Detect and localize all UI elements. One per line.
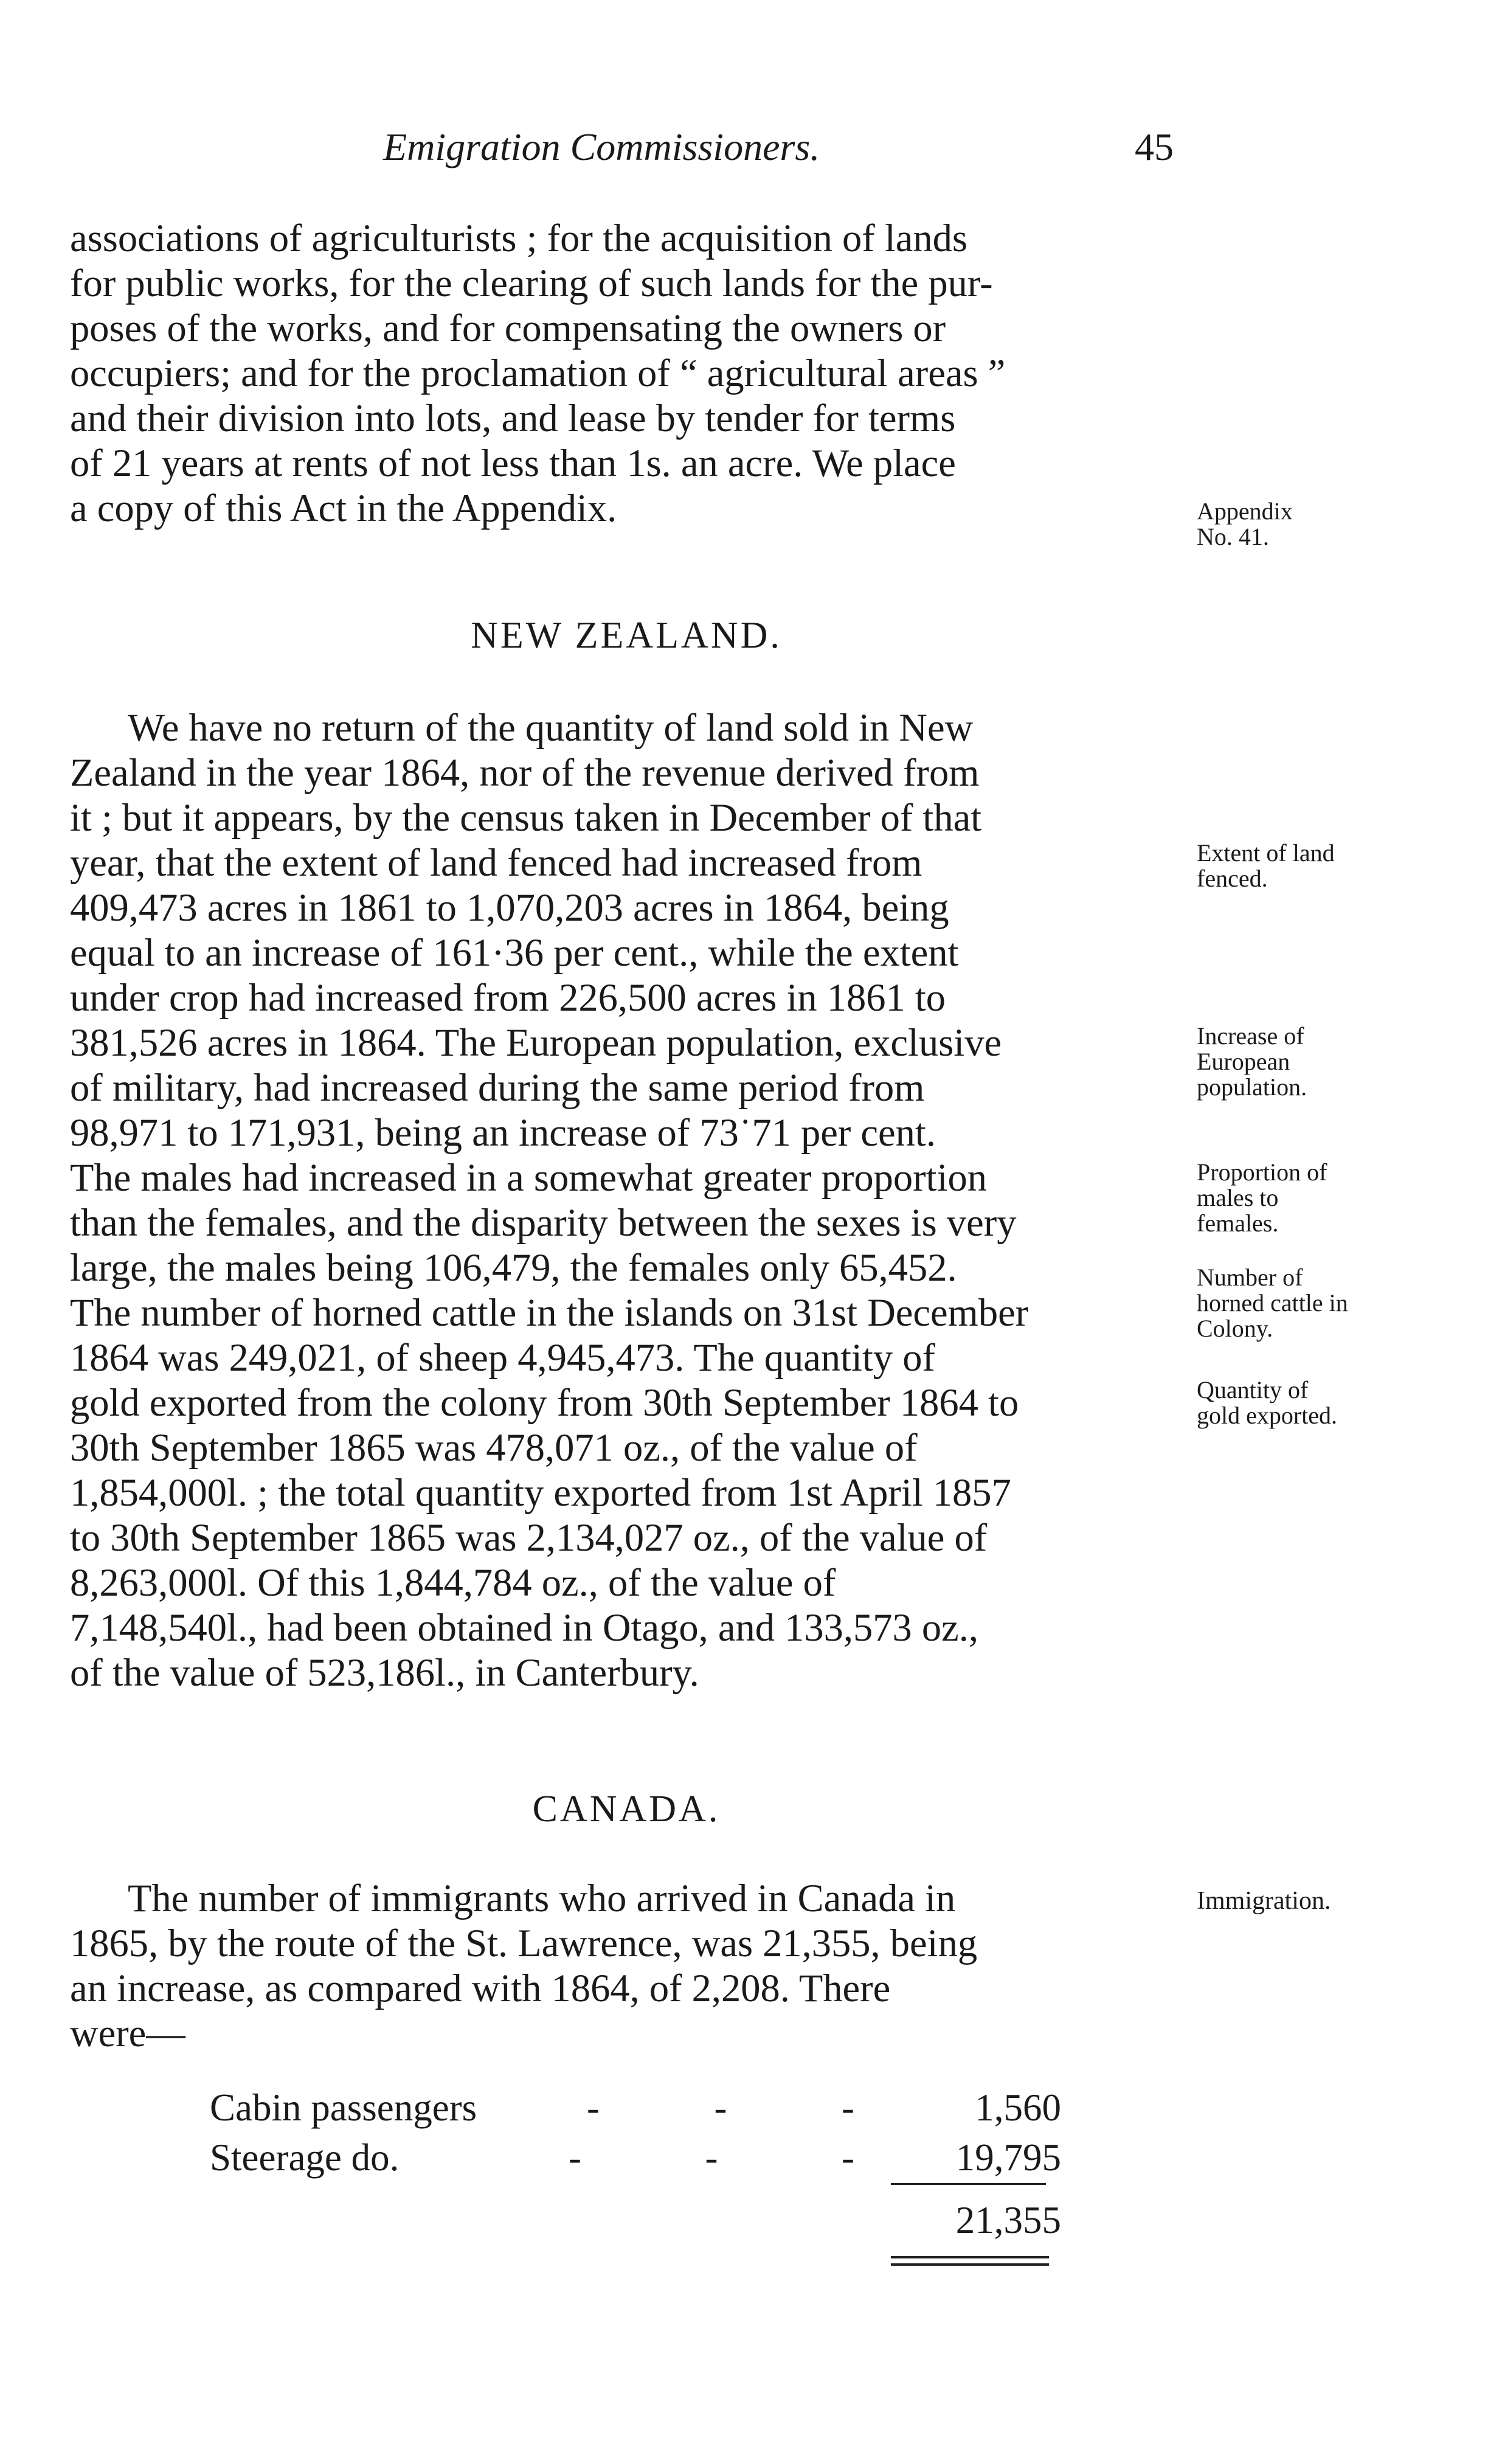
margin-note-cattle: Number of horned cattle in Colony. bbox=[1197, 1264, 1348, 1342]
text-line: 409,473 acres in 1861 to 1,070,203 acres in 1864, being bbox=[70, 886, 949, 929]
leader-dashes: - - - bbox=[569, 2136, 854, 2179]
text-line: We have no return of the quantity of land sold in New bbox=[128, 706, 974, 749]
text-line: it ; but it appears, by the census taken in December of that bbox=[70, 796, 982, 839]
text-line: an increase, as compared with 1864, of 2,208. There bbox=[70, 1967, 891, 2010]
text-line: than the females, and the disparity between the sexes is very bbox=[70, 1201, 1017, 1244]
leader-dashes: - - - bbox=[587, 2086, 854, 2129]
table-row bbox=[210, 2083, 1061, 2133]
text-line: 1,854,000l. ; the total quantity exported from 1st April 1857 bbox=[70, 1471, 1011, 1514]
table-row-value: 1,560 bbox=[975, 2086, 1061, 2129]
text-line: were— bbox=[70, 2012, 185, 2055]
text-line: The males had increased in a somewhat greater proportion bbox=[70, 1156, 988, 1199]
sum-rule bbox=[891, 2183, 1046, 2185]
text-line: occupiers; and for the proclamation of “ agricultural areas ” bbox=[70, 351, 1006, 395]
canada-paragraph bbox=[70, 1876, 1183, 2056]
text-line: 98,971 to 171,931, being an increase of 73˙71 per cent. bbox=[70, 1111, 936, 1154]
running-head bbox=[383, 125, 1174, 179]
intro-paragraph bbox=[70, 216, 1183, 531]
text-line: equal to an increase of 161·36 per cent., while the extent bbox=[70, 931, 959, 974]
table-row-label: Steerage do. bbox=[210, 2136, 400, 2179]
table-total: 21,355 bbox=[955, 2199, 1061, 2241]
table-row-value: 19,795 bbox=[955, 2136, 1061, 2179]
table-row bbox=[210, 2133, 1061, 2182]
text-line: for public works, for the clearing of such lands for the pur- bbox=[70, 261, 993, 305]
text-line: a copy of this Act in the Appendix. bbox=[70, 486, 617, 530]
text-line: year, that the extent of land fenced had increased from bbox=[70, 841, 922, 884]
text-line: 7,148,540l., had been obtained in Otago, and 133,573 oz., bbox=[70, 1606, 978, 1649]
text-line: 1864 was 249,021, of sheep 4,945,473. The quantity of bbox=[70, 1336, 935, 1379]
margin-note-proportion: Proportion of males to females. bbox=[1197, 1158, 1327, 1237]
text-line: and their division into lots, and lease by tender for terms bbox=[70, 396, 956, 440]
passenger-table bbox=[210, 2083, 1061, 2182]
text-line: of the value of 523,186l., in Canterbury. bbox=[70, 1651, 699, 1694]
text-line: 381,526 acres in 1864. The European population, exclusive bbox=[70, 1021, 1002, 1064]
text-line: under crop had increased from 226,500 acres in 1861 to bbox=[70, 976, 946, 1019]
text-line: of 21 years at rents of not less than 1s. an acre. We place bbox=[70, 441, 956, 485]
page-number: 45 bbox=[1135, 125, 1174, 168]
text-line: gold exported from the colony from 30th September 1864 to bbox=[70, 1381, 1019, 1424]
text-line: 8,263,000l. Of this 1,844,784 oz., of the value of bbox=[70, 1561, 836, 1604]
table-row-label: Cabin passengers bbox=[210, 2086, 477, 2129]
text-line: poses of the works, and for compensating the owners or bbox=[70, 306, 946, 350]
margin-note-appendix: Appendix No. 41. bbox=[1197, 497, 1293, 550]
text-line: of military, had increased during the same period from bbox=[70, 1066, 925, 1109]
section-heading-new-zealand: NEW ZEALAND. bbox=[471, 615, 782, 656]
margin-note-gold: Quantity of gold exported. bbox=[1197, 1376, 1338, 1429]
text-line: large, the males being 106,479, the females only 65,452. bbox=[70, 1246, 957, 1289]
margin-note-extent: Extent of land fenced. bbox=[1197, 839, 1335, 892]
total-double-rule bbox=[891, 2256, 1049, 2266]
text-line: to 30th September 1865 was 2,134,027 oz., of the value of bbox=[70, 1516, 988, 1559]
text-line: associations of agriculturists ; for the acquisition of lands bbox=[70, 216, 968, 260]
text-line: Zealand in the year 1864, nor of the revenue derived from bbox=[70, 751, 980, 794]
text-line: 1865, by the route of the St. Lawrence, was 21,355, being bbox=[70, 1922, 978, 1965]
section-heading-canada: CANADA. bbox=[532, 1788, 721, 1830]
text-line: The number of immigrants who arrived in Canada in bbox=[128, 1877, 956, 1920]
text-line: 30th September 1865 was 478,071 oz., of the value of bbox=[70, 1426, 918, 1469]
margin-note-immigration: Immigration. bbox=[1197, 1887, 1331, 1915]
text-line: The number of horned cattle in the islands on 31st December bbox=[70, 1291, 1029, 1334]
new-zealand-paragraph bbox=[70, 705, 1183, 1695]
running-title: Emigration Commissioners. bbox=[383, 125, 820, 168]
margin-note-increase: Increase of European population. bbox=[1197, 1022, 1307, 1101]
